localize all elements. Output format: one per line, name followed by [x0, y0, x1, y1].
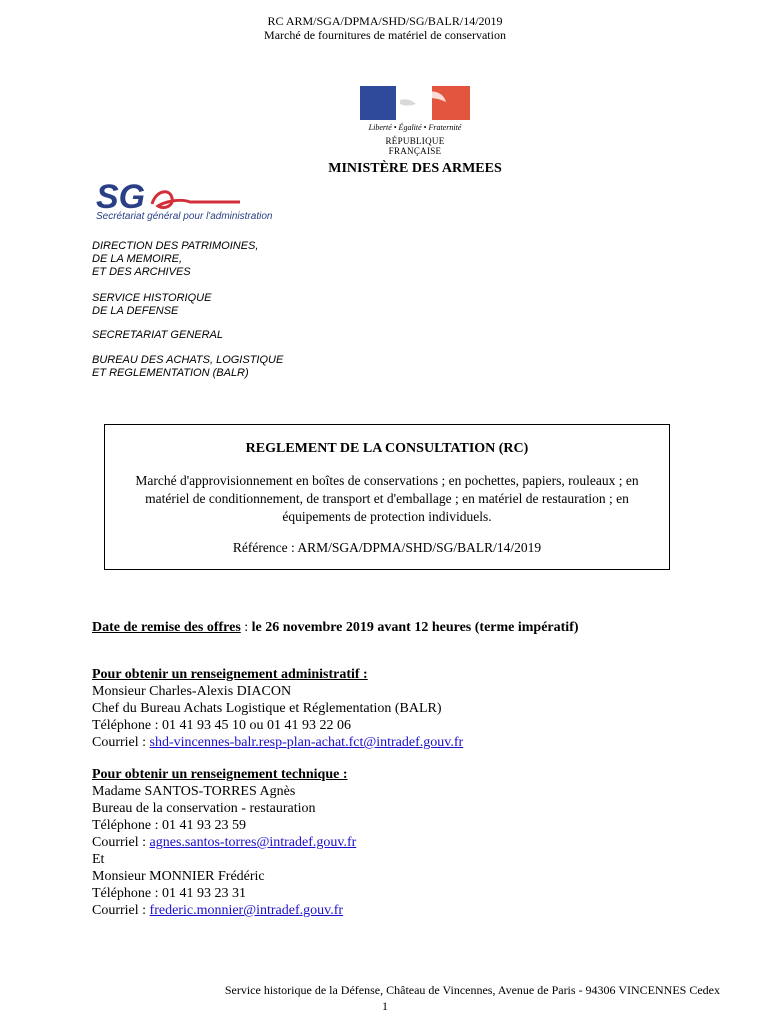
org-block-balr — [92, 354, 283, 380]
footer-address: Service historique de la Défense, Château de Vincennes, Avenue de Paris - 94306 VINCENNES Cedex — [224, 983, 720, 997]
tech-contact-name-2: Monsieur MONNIER Frédéric — [92, 869, 265, 884]
tech-contact-role: Bureau de la conservation - restauration — [92, 801, 316, 816]
org-line: SERVICE HISTORIQUE — [92, 292, 212, 304]
header-reference: RC ARM/SGA/DPMA/SHD/SG/BALR/14/2019 — [267, 14, 503, 28]
consultation-box — [104, 424, 670, 570]
admin-contact-block — [92, 666, 463, 751]
deadline-label: Date de remise des offres — [92, 620, 241, 635]
org-line: DE LA DEFENSE — [92, 305, 179, 317]
tech-email-link-2[interactable]: frederic.monnier@intradef.gouv.fr — [149, 903, 344, 918]
consultation-title: REGLEMENT DE LA CONSULTATION (RC) — [245, 441, 529, 456]
tech-contact-conjunction: Et — [92, 852, 105, 867]
org-block-secretariat — [92, 329, 223, 342]
tech-contact-heading: Pour obtenir un renseignement technique : — [92, 767, 348, 782]
email-label: Courriel : — [92, 835, 150, 850]
admin-contact-email-line — [92, 734, 463, 751]
org-line: SECRETARIAT GENERAL — [92, 329, 224, 341]
tech-contact-name: Madame SANTOS-TORRES Agnès — [92, 784, 296, 799]
republique-francaise-motto: Liberté • Égalité • Fraternité — [368, 123, 462, 132]
consultation-reference: Référence : ARM/SGA/DPMA/SHD/SG/BALR/14/2019 — [232, 540, 542, 555]
admin-contact-heading: Pour obtenir un renseignement administratif : — [92, 667, 368, 682]
tech-contact-email-line — [92, 834, 356, 851]
tech-contact-block — [92, 766, 356, 919]
header-market-title: Marché de fournitures de matériel de conservation — [264, 28, 506, 42]
org-line: DIRECTION DES PATRIMOINES, — [92, 240, 259, 252]
org-line: DE LA MEMOIRE, — [92, 253, 183, 265]
org-line: ET DES ARCHIVES — [92, 266, 191, 278]
ministry-title: MINISTÈRE DES ARMEES — [328, 161, 502, 176]
org-line: ET REGLEMENTATION (BALR) — [92, 367, 249, 379]
admin-contact-name: Monsieur Charles-Alexis DIACON — [92, 684, 292, 699]
tech-email-link[interactable]: agnes.santos-torres@intradef.gouv.fr — [149, 835, 357, 850]
sga-subtitle: Secrétariat général pour l'administration — [96, 211, 273, 222]
email-label: Courriel : — [92, 903, 150, 918]
consultation-description: Marché d'approvisionnement en boîtes de conservations ; en pochettes, papiers, rouleaux ; en matériel de conditionnement, de transport et d'emballage ; en matériel de restauration ; en équipements de protection individuels. — [135, 473, 639, 524]
tech-contact-phone-2: Téléphone : 01 41 93 23 31 — [92, 886, 246, 901]
offer-deadline — [92, 620, 579, 636]
email-label: Courriel : — [92, 735, 150, 750]
org-line: BUREAU DES ACHATS, LOGISTIQUE — [92, 354, 284, 366]
tech-contact-phone: Téléphone : 01 41 93 23 59 — [92, 818, 246, 833]
deadline-separator: : — [240, 620, 252, 635]
tech-contact-email-line-2 — [92, 902, 356, 919]
admin-contact-phone: Téléphone : 01 41 93 45 10 ou 01 41 93 22 06 — [92, 718, 351, 733]
admin-contact-role: Chef du Bureau Achats Logistique et Réglementation (BALR) — [92, 701, 442, 716]
page-number: 1 — [382, 999, 388, 1013]
svg-text:SG: SG — [96, 178, 146, 216]
deadline-value: le 26 novembre 2019 avant 12 heures (terme impératif) — [251, 620, 579, 635]
org-block-service-historique — [92, 292, 211, 318]
republique-francaise-name: RÉPUBLIQUE FRANÇAISE — [385, 136, 445, 156]
admin-email-link[interactable]: shd-vincennes-balr.resp-plan-achat.fct@intradef.gouv.fr — [149, 735, 464, 750]
org-block-direction — [92, 240, 258, 279]
